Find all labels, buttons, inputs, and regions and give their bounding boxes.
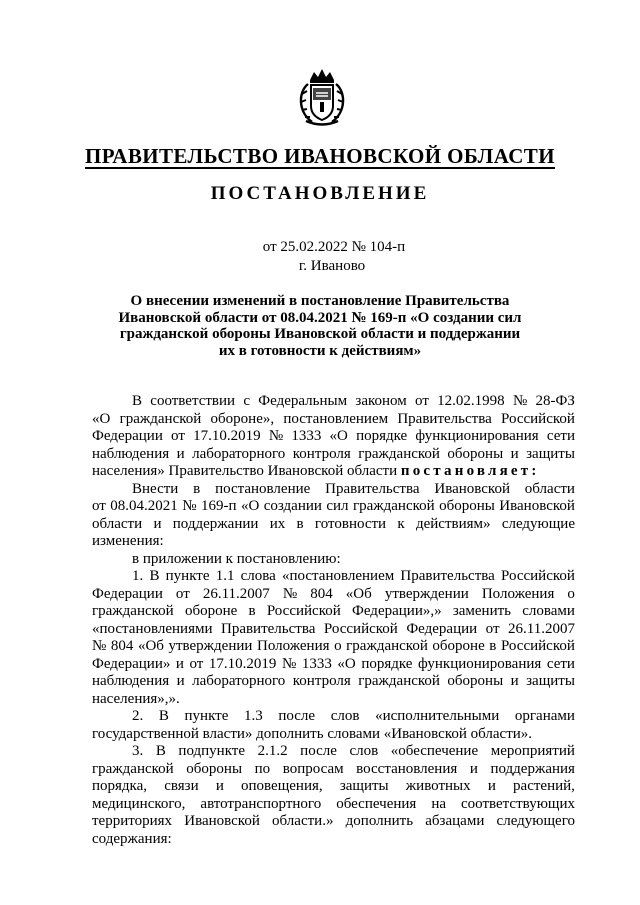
word: № xyxy=(268,428,284,444)
word: и xyxy=(153,515,162,532)
document-body xyxy=(92,393,575,848)
word: утверждении xyxy=(384,585,469,602)
word: В xyxy=(132,393,143,409)
word: функционирования xyxy=(418,655,542,672)
word: от xyxy=(171,428,185,444)
word: В xyxy=(149,568,160,584)
word: следующие xyxy=(501,515,575,532)
word: № xyxy=(281,655,297,672)
word: сил xyxy=(326,498,349,514)
word: мероприятий xyxy=(490,743,575,759)
word: дополнить xyxy=(345,813,414,829)
word: гражданской xyxy=(358,445,440,462)
word: Федерации xyxy=(92,585,163,602)
text-line: в приложении к постановлению: xyxy=(132,550,341,567)
word: 1.1 xyxy=(215,568,235,584)
word: «обеспечение xyxy=(390,743,479,759)
word: заменить xyxy=(452,603,512,619)
word: области xyxy=(92,515,143,532)
document-type: ПОСТАНОВЛЕНИЕ xyxy=(210,183,430,204)
word: обороне xyxy=(432,638,485,654)
word: гражданской xyxy=(346,638,428,654)
word: обороны xyxy=(186,760,243,777)
word: 804 xyxy=(110,638,134,654)
word: и xyxy=(175,655,184,672)
word: Федерации xyxy=(92,428,163,444)
word: Федерации» xyxy=(92,655,171,672)
word: Внести xyxy=(132,480,179,497)
word: «постановлениями xyxy=(92,620,213,637)
word: обороне», xyxy=(210,410,275,427)
word: Правительства xyxy=(400,568,495,584)
word: «Об xyxy=(137,638,164,654)
text-line xyxy=(92,743,575,761)
word: Ивановской xyxy=(499,498,575,514)
word: слов xyxy=(349,743,379,759)
word: защиты xyxy=(526,673,575,689)
text-line xyxy=(92,796,575,814)
word: в xyxy=(296,515,304,532)
word: связи xyxy=(164,778,199,794)
word: Ивановской xyxy=(434,480,510,497)
word: 2. xyxy=(132,708,144,724)
word: 28-ФЗ xyxy=(535,393,575,409)
word: лабораторного xyxy=(192,445,286,462)
word: 1. xyxy=(132,568,144,584)
document-title xyxy=(90,293,550,359)
word: лабораторного xyxy=(192,673,286,689)
text-line xyxy=(92,516,575,534)
word: Российской xyxy=(266,603,341,619)
word: вопросам xyxy=(282,760,344,777)
text-line: населения»,». xyxy=(92,690,180,707)
word: от xyxy=(189,655,204,672)
word: к xyxy=(397,515,405,532)
word: после xyxy=(278,708,316,724)
word: с xyxy=(243,393,251,409)
text-line xyxy=(92,568,575,586)
word: 26.11.2007 xyxy=(202,585,270,602)
word: поддержания xyxy=(490,760,575,777)
word: о xyxy=(334,638,342,654)
word: функционирования xyxy=(415,428,539,444)
word: обороны xyxy=(447,445,504,462)
word: 1333 xyxy=(301,655,332,672)
word: Российской xyxy=(501,568,575,584)
text-line: содержания: xyxy=(92,830,172,847)
word: гражданской xyxy=(352,498,435,514)
word: после xyxy=(300,743,337,759)
text-line xyxy=(92,481,575,499)
word: соответствующих xyxy=(461,795,575,812)
title-line: гражданской обороны Ивановской области и поддержании xyxy=(119,326,521,342)
word: порядке xyxy=(361,655,413,672)
word: порядка, xyxy=(92,778,148,794)
text-line xyxy=(92,446,575,464)
coat-of-arms-icon xyxy=(294,66,350,128)
word: обороны xyxy=(439,498,495,514)
word: абзацами xyxy=(425,813,485,829)
text-line xyxy=(92,761,575,779)
word: «исполнительными xyxy=(375,708,500,724)
decree-word: постановляет: xyxy=(400,463,540,479)
word: 17.10.2019 xyxy=(208,655,277,672)
word: «Об xyxy=(345,585,372,602)
word: № xyxy=(182,498,197,514)
word: обороне xyxy=(184,603,238,619)
word: готовности xyxy=(314,515,387,532)
word: области xyxy=(524,480,575,497)
text-line xyxy=(92,603,575,621)
government-name: ПРАВИТЕЛЬСТВО ИВАНОВСКОЙ ОБЛАСТИ xyxy=(85,144,555,168)
word: В xyxy=(158,708,169,724)
word: гражданской xyxy=(92,760,174,777)
word: растений, xyxy=(513,778,575,794)
word: подпункте xyxy=(178,743,246,759)
text-line xyxy=(92,393,575,411)
word: 08.04.2021 xyxy=(110,498,178,514)
word: области.» xyxy=(272,813,334,829)
word: и xyxy=(510,445,519,462)
word: защиты xyxy=(526,445,575,462)
word: соответствии xyxy=(150,393,236,409)
line-text: населения» Правительство Ивановской области xyxy=(92,463,398,479)
word: 804 xyxy=(310,585,333,602)
text-line xyxy=(92,656,575,674)
word: пункте xyxy=(184,708,229,724)
word: Положения xyxy=(256,638,330,654)
word: восстановления xyxy=(356,760,458,777)
word: слов xyxy=(330,708,360,724)
word: словами xyxy=(522,603,575,619)
word: от xyxy=(175,585,190,602)
word: № xyxy=(282,585,298,602)
word: животных xyxy=(405,778,471,794)
word: контроля xyxy=(292,673,351,689)
word: и xyxy=(469,760,478,777)
word: Федерации»,» xyxy=(352,603,442,619)
word: создании xyxy=(263,498,322,514)
text-line: государственной власти» дополнить словами «Ивановской области». xyxy=(92,725,533,742)
word: пункте xyxy=(165,568,210,584)
word: 1.3 xyxy=(244,708,263,724)
word: гражданской xyxy=(358,673,440,689)
word: Российской xyxy=(501,410,575,427)
word: контроля xyxy=(292,445,351,462)
word: и xyxy=(510,673,519,689)
word: постановлением xyxy=(283,410,389,427)
text-line xyxy=(92,638,575,656)
word: Ивановской xyxy=(184,813,260,829)
word: гражданской xyxy=(119,410,202,427)
word: Российской xyxy=(500,638,575,654)
word: Правительства xyxy=(220,620,316,637)
word: «О xyxy=(329,428,348,444)
word: следующего xyxy=(496,813,575,829)
word: гражданской xyxy=(92,603,174,619)
word: утверждении xyxy=(168,638,253,654)
word: 26.11.2007 xyxy=(508,620,575,637)
word: поддержании xyxy=(172,515,259,532)
word: законом xyxy=(355,393,407,409)
word: 3. xyxy=(132,743,144,759)
word: медицинского, xyxy=(92,795,186,812)
word: Правительства xyxy=(325,480,420,497)
word: Положения xyxy=(481,585,555,602)
text-line xyxy=(92,428,575,446)
word: в xyxy=(193,480,201,497)
word: 17.10.2019 xyxy=(193,428,261,444)
date-number: от 25.02.2022 № 104-п xyxy=(262,239,406,255)
word: и xyxy=(176,673,185,689)
word: В xyxy=(155,743,166,759)
text-line xyxy=(92,586,575,604)
text-line xyxy=(92,463,575,481)
word: 12.02.1998 xyxy=(437,393,505,409)
word: 169-п xyxy=(200,498,237,514)
word: в xyxy=(248,603,256,619)
word: постановление xyxy=(215,480,311,497)
text-line xyxy=(92,778,575,796)
word: Федерации xyxy=(406,620,478,637)
title-line: Ивановской области от 08.04.2021 № 169-п «О создании сил xyxy=(118,309,522,326)
city: г. Иваново xyxy=(298,258,366,274)
word: Федеральным xyxy=(258,393,348,409)
word: № xyxy=(512,393,528,409)
word: в xyxy=(489,638,497,654)
word: от xyxy=(92,498,106,514)
word: органами xyxy=(514,708,575,724)
word: сети xyxy=(546,428,575,444)
word: о xyxy=(567,585,575,602)
word: порядке xyxy=(356,428,408,444)
word: сети xyxy=(546,655,575,672)
word: № xyxy=(92,638,107,654)
text-line xyxy=(92,498,575,516)
word: наблюдения xyxy=(92,445,170,462)
text-line xyxy=(92,673,575,691)
text-line xyxy=(92,708,575,726)
word: «постановлением xyxy=(282,568,395,584)
word: их xyxy=(269,515,286,532)
word: «О xyxy=(240,498,260,514)
word: обеспечения xyxy=(336,795,417,812)
title-line: О внесении изменений в постановление Правительства xyxy=(130,293,510,309)
text-line xyxy=(92,813,575,831)
word: слова xyxy=(240,568,276,584)
title-line: их в готовности к действиям» xyxy=(218,342,422,359)
word: и xyxy=(487,778,496,794)
word: на xyxy=(431,795,446,812)
word: Правительства xyxy=(397,410,492,427)
word: от xyxy=(485,620,500,637)
word: и xyxy=(176,445,185,462)
word: оповещения, xyxy=(241,778,323,794)
word: территориях xyxy=(92,813,173,829)
word: 1333 xyxy=(291,428,322,444)
word: действиям» xyxy=(415,515,491,532)
word: и xyxy=(215,778,224,794)
word: наблюдения xyxy=(92,673,170,689)
word: по xyxy=(254,760,271,777)
word: защиты xyxy=(339,778,389,794)
text-line xyxy=(92,621,575,639)
word: «О xyxy=(337,655,356,672)
word: Российской xyxy=(323,620,398,637)
word: автотранспортного xyxy=(200,795,322,812)
word: 2.1.2 xyxy=(257,743,288,759)
word: от xyxy=(415,393,429,409)
word: «О xyxy=(92,410,111,427)
text-line: изменения: xyxy=(92,533,164,549)
text-line xyxy=(92,411,575,429)
word: обороны xyxy=(447,673,504,689)
